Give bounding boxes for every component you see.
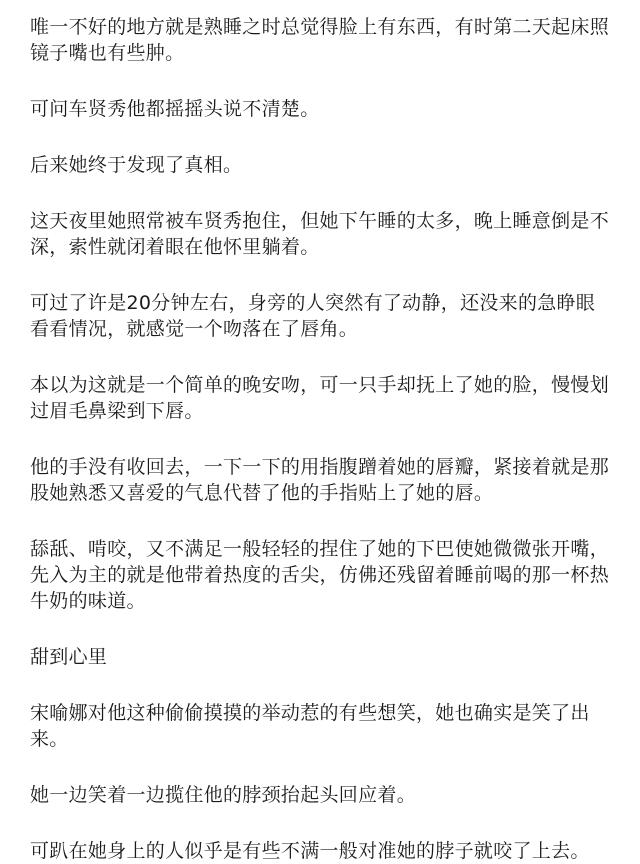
paragraph: 甜到心里 xyxy=(30,646,108,668)
paragraph: 这天夜里她照常被车贤秀抱住，但她下午睡的太多，晚上睡意倒是不深，索性就闭着眼在他怀里躺着。 xyxy=(30,210,610,258)
paragraph: 他的手没有收回去，一下一下的用指腹蹭着她的唇瓣，紧接着就是那股她熟悉又喜爱的气息代替了他的手指贴上了她的唇。 xyxy=(30,456,610,504)
paragraph: 可问车贤秀他都摇摇头说不清楚。 xyxy=(30,98,320,120)
paragraph: 她一边笑着一边揽住他的脖颈抬起头回应着。 xyxy=(30,784,417,806)
paragraph: 宋喻娜对他这种偷偷摸摸的举动惹的有些想笑，她也确实是笑了出来。 xyxy=(30,702,590,750)
paragraph: 舔舐、啃咬，又不满足一般轻轻的捏住了她的下巴使她微微张开嘴，先入为主的就是他带着热度的舌尖，仿佛还残留着睡前喝的那一杯热牛奶的味道。 xyxy=(30,538,610,612)
paragraph: 可过了许是20分钟左右，身旁的人突然有了动静，还没来的急睁眼看看情况，就感觉一个吻落在了唇角。 xyxy=(30,292,596,340)
paragraph: 唯一不好的地方就是熟睡之时总觉得脸上有东西，有时第二天起床照镜子嘴也有些肿。 xyxy=(30,16,610,64)
paragraph: 可趴在她身上的人似乎是有些不满一般对准她的脖子就咬了上去。 xyxy=(30,840,590,862)
paragraph: 本以为这就是一个简单的晚安吻，可一只手却抚上了她的脸，慢慢划过眉毛鼻梁到下唇。 xyxy=(30,374,610,422)
paragraph: 后来她终于发现了真相。 xyxy=(30,154,243,176)
